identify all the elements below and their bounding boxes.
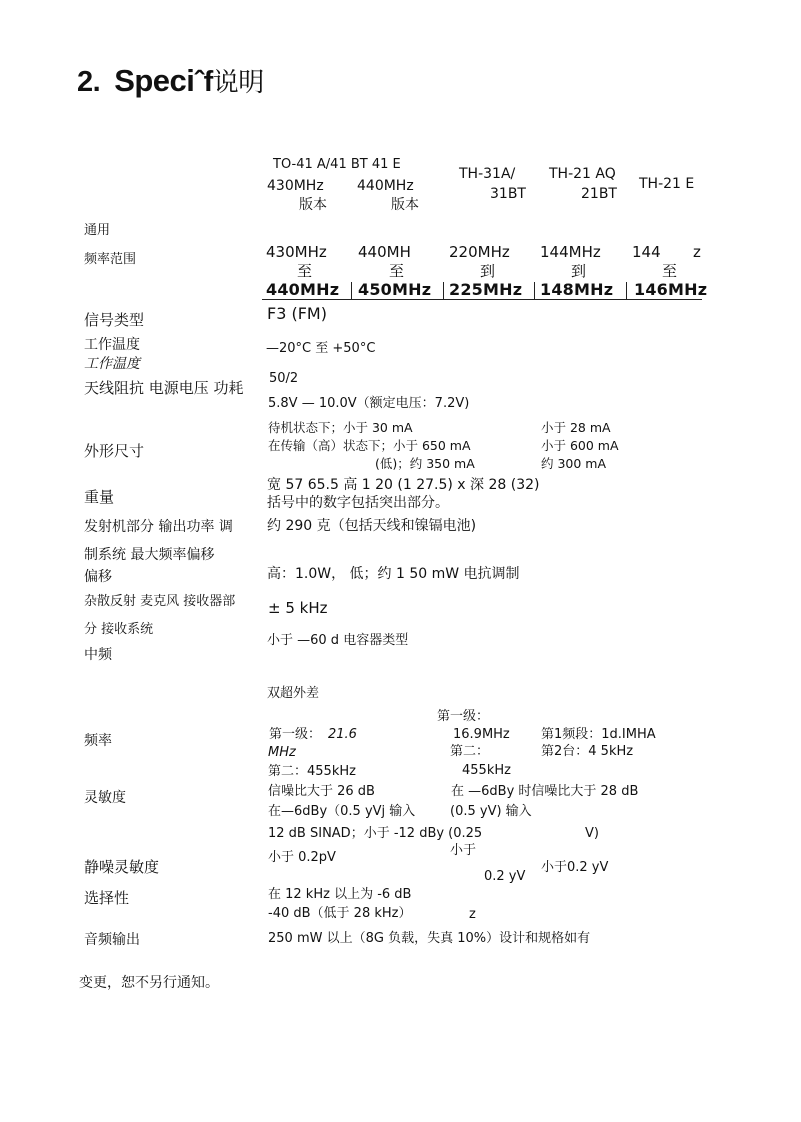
value-tx-low-current: (低)；约 350 mA [375,456,475,471]
value-first-level-unit: MHz [268,745,296,760]
freq-c5-z: z [693,243,701,261]
freq-divider-1 [351,282,352,299]
value-sensitivity-2: 在—6dBy（0.5 yVj 输入 [268,804,416,819]
value-impedance: 50/2 [269,371,299,386]
value-sensitivity-3-unit: V) [585,826,599,841]
model-430-version: 版本 [299,197,327,213]
freq-c4-mid: 到 [571,262,587,280]
footer-note: 变更，恕不另行通知。 [79,975,219,991]
value-squelch-prefix: 小于 [450,843,477,858]
label-squelch-sensitivity: 静噪灵敏度 [84,858,160,876]
value-standby-current-right: 小于 28 mA [541,420,611,435]
freq-c5-top: 144 [632,243,661,261]
model-th31-heading: TH-31A/ [459,166,516,182]
label-selectivity: 选择性 [84,889,130,907]
label-antenna-power: 天线阻抗 电源电压 功耗 [84,379,244,397]
value-band-1: 第1频段：1d.IMHA [541,727,656,742]
value-sensitivity-1-right: 在 —6dBy 时信噪比大于 28 dB [451,784,639,799]
freq-c4-top: 144MHz [540,243,601,261]
value-selectivity-2: -40 dB（低于 28 kHz） [268,906,412,921]
label-operating-temperature-italic: 工作温度 [84,356,140,372]
freq-c1-mid: 至 [297,262,313,280]
label-intermediate-frequency: 中频 [84,647,112,663]
freq-divider-3 [534,282,535,299]
value-first-level-label: 第一级： [269,727,322,742]
freq-c2-bottom: 450MHz [358,280,432,299]
label-audio-output: 音频输出 [84,932,140,948]
model-440-version: 版本 [391,197,419,213]
value-receiver-type: 双超外差 [267,686,320,701]
model-430-frequency: 430MHz [267,178,324,194]
value-squelch-sensitivity-right: 小于0.2 yV [541,860,609,875]
value-second-level-mid-freq: 455kHz [462,763,511,778]
model-to41-heading: TO-41 A/41 BT 41 E [273,157,401,172]
value-dimensions: 宽 57 65.5 高 1 20 (1 27.5) x 深 28 (32) [267,477,540,493]
freq-c5-mid: 至 [662,262,678,280]
model-440-frequency: 440MHz [357,178,414,194]
freq-c1-top: 430MHz [266,243,327,261]
freq-c4-bottom: 148MHz [540,280,614,299]
freq-c3-top: 220MHz [449,243,510,261]
value-dimensions-note: 括号中的数字包括突出部分。 [267,495,449,511]
label-dimensions: 外形尺寸 [84,442,145,460]
freq-c2-top: 440MH [358,243,411,261]
model-th31-sub: 31BT [490,186,526,202]
value-sensitivity-1: 信噪比大于 26 dB [268,784,375,799]
page-title: 2. Speciˆf说明 [77,63,264,98]
model-th21aq-sub: 21BT [581,186,617,202]
value-sensitivity-3: 12 dB SINAD；小于 -12 dBy (0.25 [268,826,483,841]
value-squelch-sensitivity: 小于 0.2pV [268,850,336,865]
value-max-deviation: ± 5 kHz [268,599,328,617]
label-weight: 重量 [84,488,115,506]
label-modulation: 制系统 最大频率偏移 [84,547,215,563]
label-frequency-range: 频率范围 [84,252,137,267]
freq-c1-bottom: 440MHz [266,280,340,299]
label-spurious-receiver: 杂散反射 麦克风 接收器部 [84,594,236,609]
value-output-power: 高：1.0W， 低；约 1 50 mW 电抗调制 [267,566,520,582]
freq-c3-mid: 到 [480,262,496,280]
value-band-2: 第2台：4 5kHz [541,744,634,759]
value-voltage: 5.8V — 10.0V（额定电压：7.2V) [268,396,470,411]
value-signal-type: F3 (FM) [267,304,327,323]
value-second-level: 第二：455kHz [268,764,356,779]
label-frequency: 频率 [84,733,112,749]
freq-c3-bottom: 225MHz [449,280,523,299]
label-sensitivity: 灵敏度 [84,790,126,806]
label-general: 通用 [84,223,111,238]
label-deviation: 偏移 [84,569,112,585]
freq-c2-mid: 至 [389,262,405,280]
value-operating-temperature: —20°C 至 +50°C [266,341,376,356]
value-sensitivity-2-right: (0.5 yV) 输入 [450,804,532,819]
model-th21aq-heading: TH-21 AQ [549,166,616,182]
label-receiving-system: 分 接收系统 [84,622,154,637]
value-tx-high-current: 在传输（高）状态下；小于 650 mA [268,438,471,453]
value-second-level-mid: 第二： [450,744,490,759]
value-standby-current: 待机状态下；小于 30 mA [268,420,413,435]
value-audio-output: 250 mW 以上（8G 负载，失真 10%）设计和规格如有 [268,931,591,946]
value-squelch-sensitivity-mid: 0.2 yV [484,869,526,884]
freq-c5-bottom: 146MHz [634,280,708,299]
label-operating-temperature: 工作温度 [84,337,140,353]
value-first-level-heading: 第一级： [437,709,490,724]
value-first-level-mid: 16.9MHz [453,727,510,742]
value-first-level-frequency: 21.6 [328,727,357,742]
value-spurious: 小于 —60 d 电容器类型 [267,633,409,648]
value-selectivity-2-z: z [469,907,476,922]
freq-table-rule [262,299,702,300]
model-th21e-heading: TH-21 E [639,176,695,192]
value-selectivity-1: 在 12 kHz 以上为 -6 dB [268,887,412,902]
value-weight: 约 290 克（包括天线和镍镉电池) [267,518,477,534]
label-transmitter: 发射机部分 输出功率 调 [84,519,233,535]
value-tx-high-current-right: 小于 600 mA [541,438,619,453]
freq-divider-4 [626,282,627,299]
value-tx-low-current-right: 约 300 mA [541,456,607,471]
freq-divider-2 [443,282,444,299]
label-signal-type: 信号类型 [84,311,145,329]
